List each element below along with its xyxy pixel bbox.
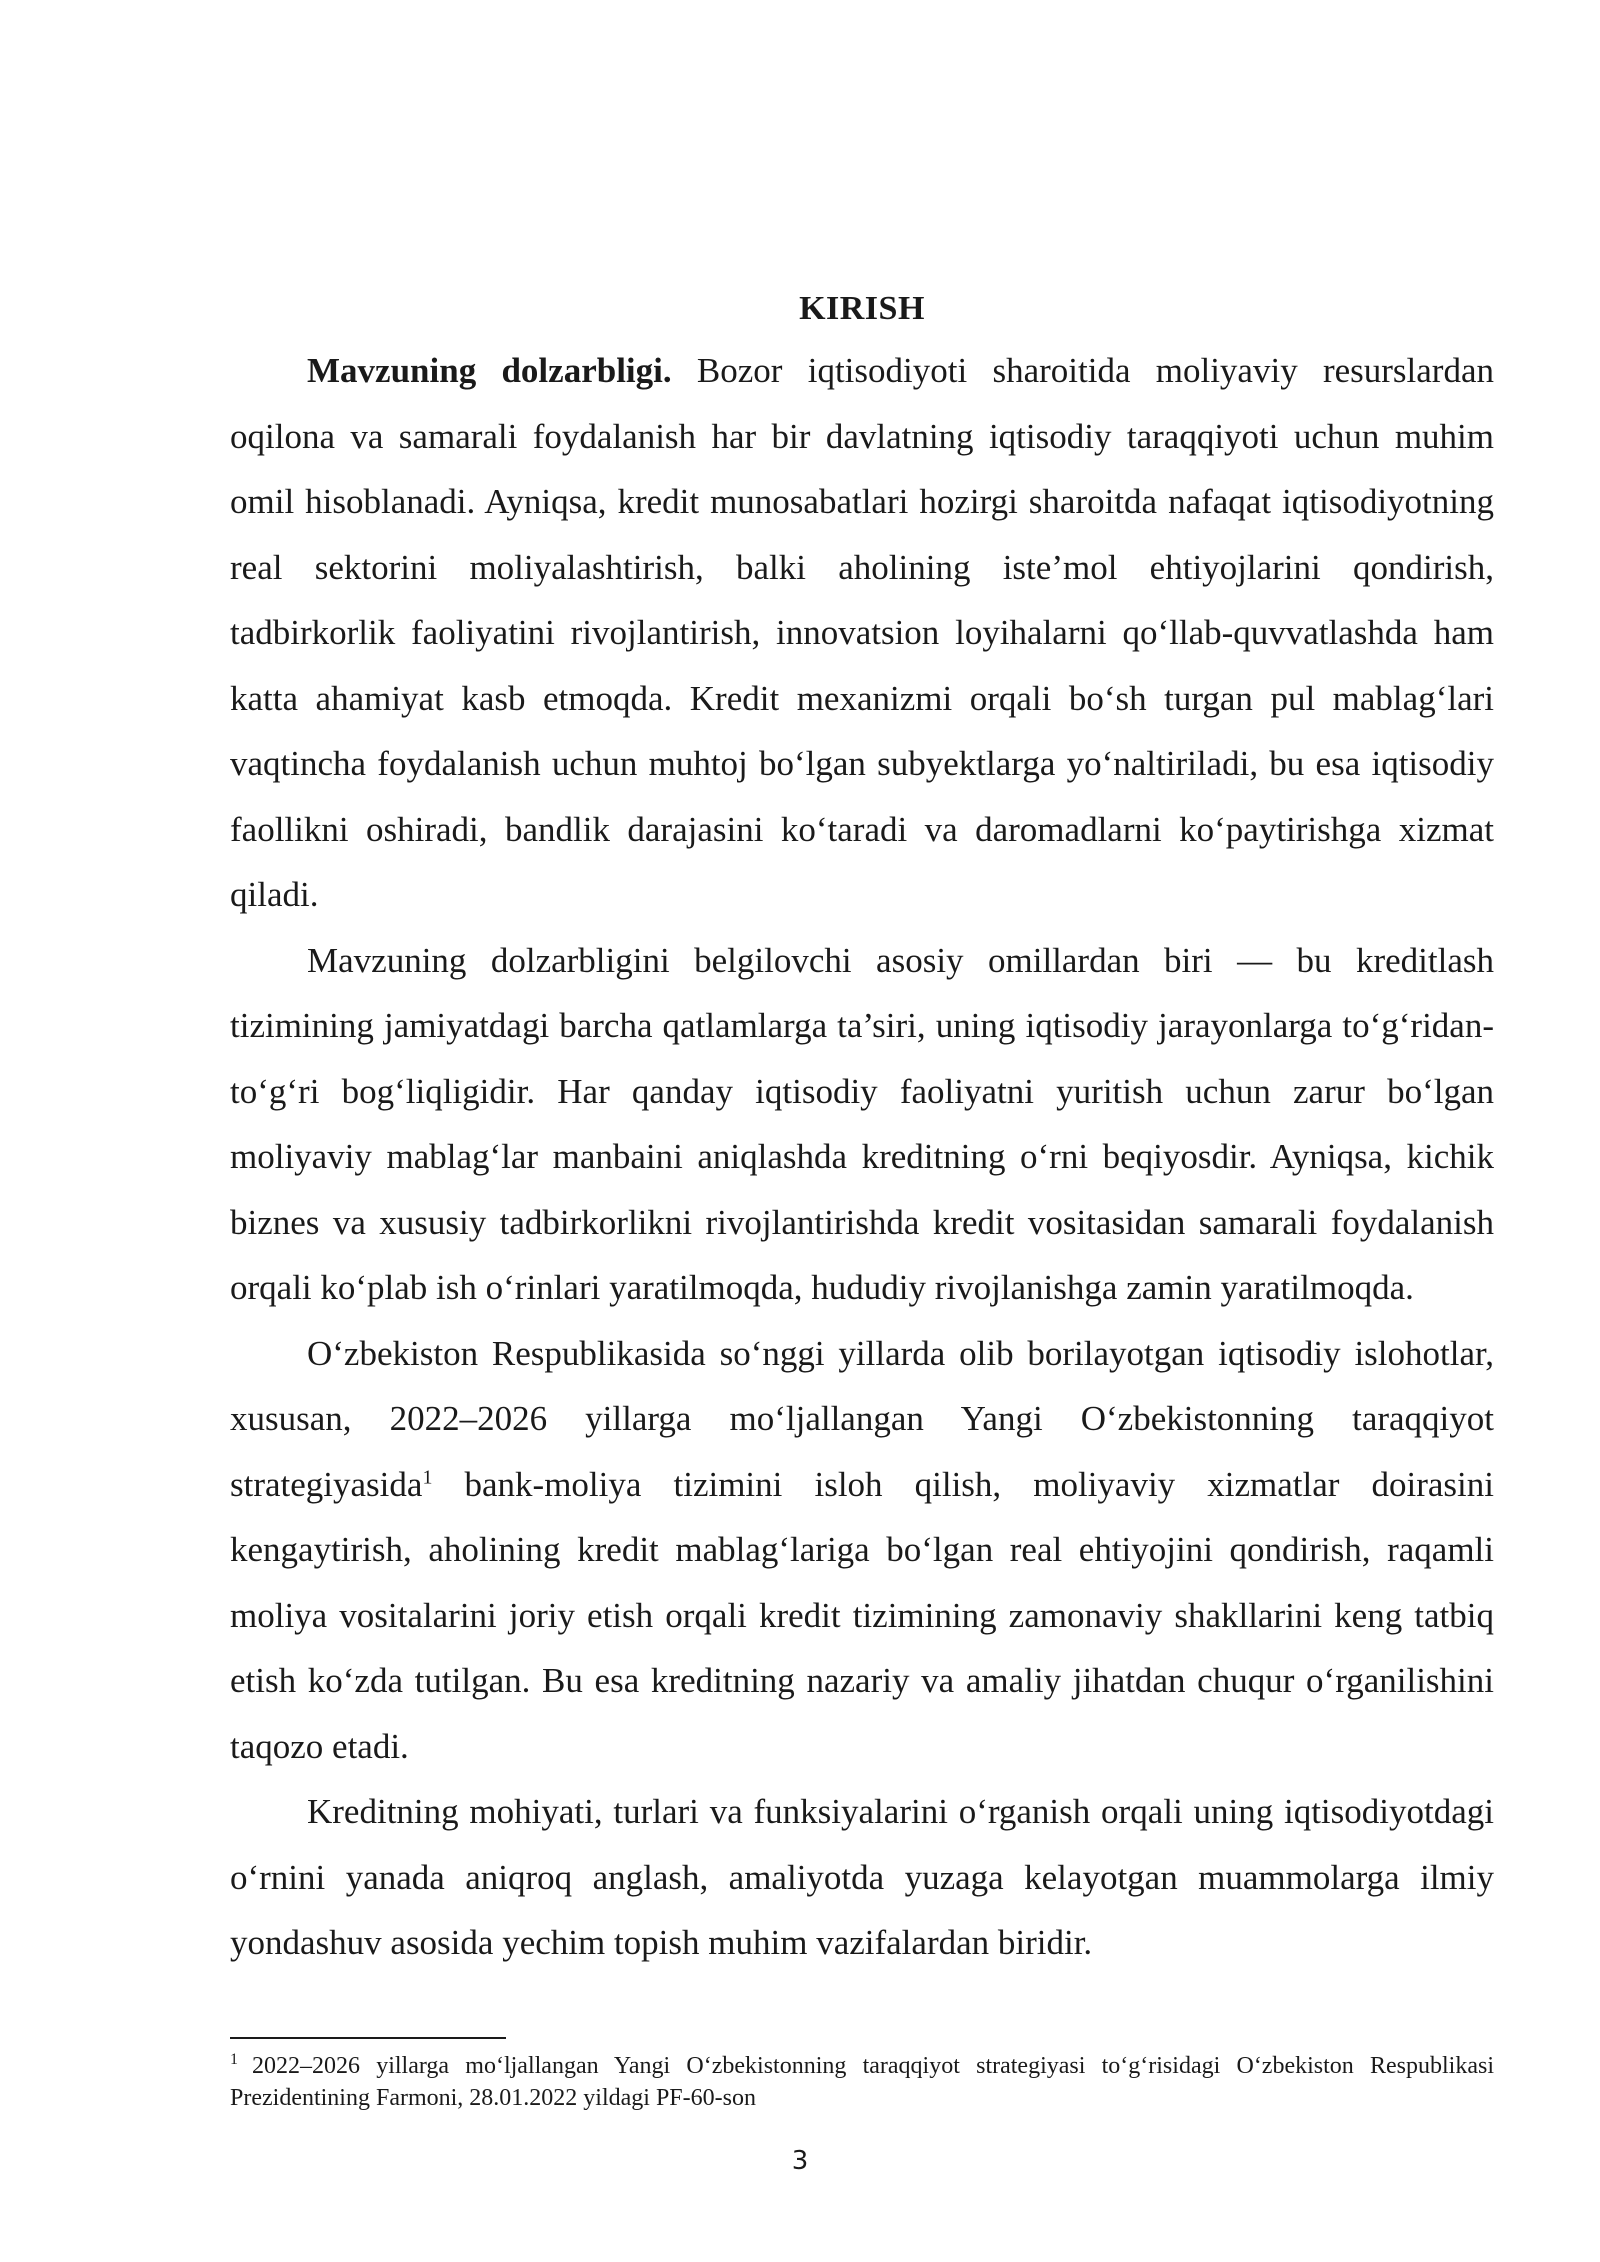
page-number: 3 — [791, 2146, 809, 2176]
footnote-reference[interactable]: 1 — [422, 1465, 433, 1488]
paragraph-text: Mavzuning dolzarbligini belgilovchi asosiy omillardan biri — bu kreditlash tizimining jamiyatdagi barcha qatlamlarga ta’siri, uning iqtisodiy jarayonlarga to‘g‘ridan-to‘g‘ri bog‘liqligidir. Har qanday iqtisodiy faoliyatni yuritish uchun zarur bo‘lgan moliyaviy mablag‘lar manbaini aniqlashda kreditning o‘rni beqiyosdir. Ayniqsa, kichik biznes va xususiy tadbirkorlikni rivojlantirishda kredit vositasidan samarali foydalanish orqali ko‘plab ish o‘rinlari yaratilmoqda, hududiy rivojlanishga zamin yaratilmoqda. — [230, 940, 1494, 1307]
paragraph-reforms — [230, 1321, 1494, 1780]
paragraph-lead: Mavzuning dolzarbligi. — [307, 351, 672, 390]
footnote-text: 2022–2026 yillarga mo‘ljallangan Yangi O‘zbekistonning taraqqiyot strategiyasi to‘g‘risidagi O‘zbekiston Respublikasi Prezidentining Farmoni, 28.01.2022 yildagi PF-60-son — [230, 2053, 1494, 2111]
paragraph-conclusion — [230, 1779, 1494, 1976]
page-title: KIRISH — [799, 290, 925, 327]
paragraph-text: Bozor iqtisodiyoti sharoitida moliyaviy resurslardan oqilona va samarali foydalanish har bir davlatning iqtisodiy taraqqiyoti uchun muhim omil hisoblanadi. Ayniqsa, kredit munosabatlari hozirgi sharoitda nafaqat iqtisodiyotning real sektorini moliyalashtirish, balki aholining iste’mol ehtiyojlarini qondirish, tadbirkorlik faoliyatini rivojlantirish, innovatsion loyihalarni qo‘llab-quvvatlashda ham katta ahamiyat kasb etmoqda. Kredit mexanizmi orqali bo‘sh turgan pul mablag‘lari vaqtincha foydalanish uchun muhtoj bo‘lgan subyektlarga yo‘naltiriladi, bu esa iqtisodiy faollikni oshiradi, bandlik darajasini ko‘taradi va daromadlarni ko‘paytirishga xizmat qiladi. — [230, 351, 1495, 914]
page-body — [230, 284, 1494, 1976]
paragraph-relevance — [230, 338, 1494, 928]
footnote-marker: 1 — [230, 2051, 238, 2068]
paragraph-text: bank-moliya tizimini isloh qilish, moliyaviy xizmatlar doirasini kengaytirish, aholining kredit mablag‘lariga bo‘lgan real ehtiyojini qondirish, raqamli moliya vositalarini joriy etish orqali kredit tizimining zamonaviy shakllarini keng tatbiq etish ko‘zda tutilgan. Bu esa kreditning nazariy va amaliy jihatdan chuqur o‘rganilishini taqozo etadi. — [230, 1464, 1494, 1766]
footnote — [230, 2050, 1494, 2114]
paragraph-text: Kreditning mohiyati, turlari va funksiyalarini o‘rganish orqali uning iqtisodiyotdagi o‘rnini yanada aniqroq anglash, amaliyotda yuzaga kelayotgan muammolarga ilmiy yondashuv asosida yechim topish muhim vazifalardan biridir. — [230, 1792, 1494, 1962]
paragraph-text: O‘zbekiston Respublikasida so‘nggi yillarda olib borilayotgan iqtisodiy islohotlar, xususan, 2022–2026 yillarga mo‘ljallangan Yangi O‘zbekistonning taraqqiyot strategiyasida — [230, 1333, 1494, 1504]
footnote-separator — [230, 2037, 506, 2039]
paragraph-factors — [230, 928, 1494, 1321]
